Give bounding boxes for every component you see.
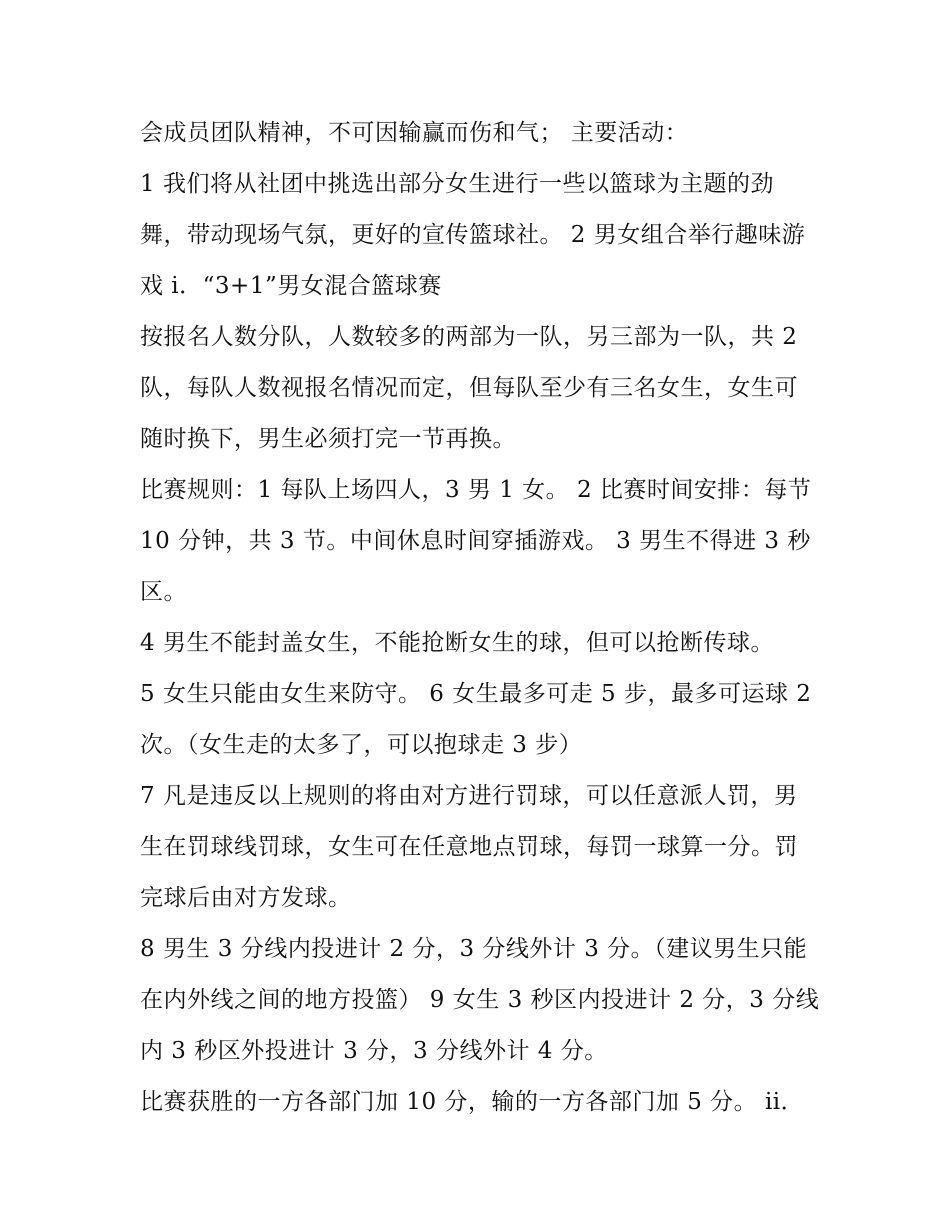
paragraph-scoring: 比赛获胜的一方各部门加 10 分，输的一方各部门加 5 分。 ii． bbox=[140, 1089, 805, 1115]
paragraph-rules: 比赛规则：1 每队上场四人，3 男 1 女。 2 比赛时间安排：每节 10 分钟，共 3 节。中间休息时间穿插游戏。 3 男生不得进 3 秒区。 bbox=[140, 477, 812, 605]
paragraph-rule-5-6: 5 女生只能由女生来防守。 6 女生最多可走 5 步，最多可运球 2 次。（女生走的太多了，可以抱球走 3 步） bbox=[140, 681, 812, 758]
paragraph-intro: 会成员团队精神，不可因输赢而伤和气； 主要活动： bbox=[140, 120, 689, 146]
paragraph-rule-4: 4 男生不能封盖女生，不能抢断女生的球，但可以抢断传球。 bbox=[140, 630, 774, 656]
paragraph-teams: 按报名人数分队，人数较多的两部为一队，另三部为一队，共 2 队，每队人数视报名情况而定，但每队至少有三名女生，女生可随时换下，男生必须打完一节再换。 bbox=[140, 324, 798, 452]
document-body bbox=[140, 108, 820, 1128]
paragraph-rule-7: 7 凡是违反以上规则的将由对方进行罚球，可以任意派人罚，男生在罚球线罚球，女生可在任意地点罚球，每罚一球算一分。罚完球后由对方发球。 bbox=[140, 783, 798, 911]
paragraph-rule-8-9: 8 男生 3 分线内投进计 2 分，3 分线外计 3 分。（建议男生只能在内外线之间的地方投篮） 9 女生 3 秒区内投进计 2 分，3 分线内 3 秒区外投进计 3 分，3 分线外计 4 分。 bbox=[140, 936, 820, 1064]
paragraph-activities: 1 我们将从社团中挑选出部分女生进行一些以篮球为主题的劲舞，带动现场气氛，更好的宣传篮球社。 2 男女组合举行趣味游戏 i．“3+1”男女混合篮球赛 bbox=[140, 171, 806, 299]
